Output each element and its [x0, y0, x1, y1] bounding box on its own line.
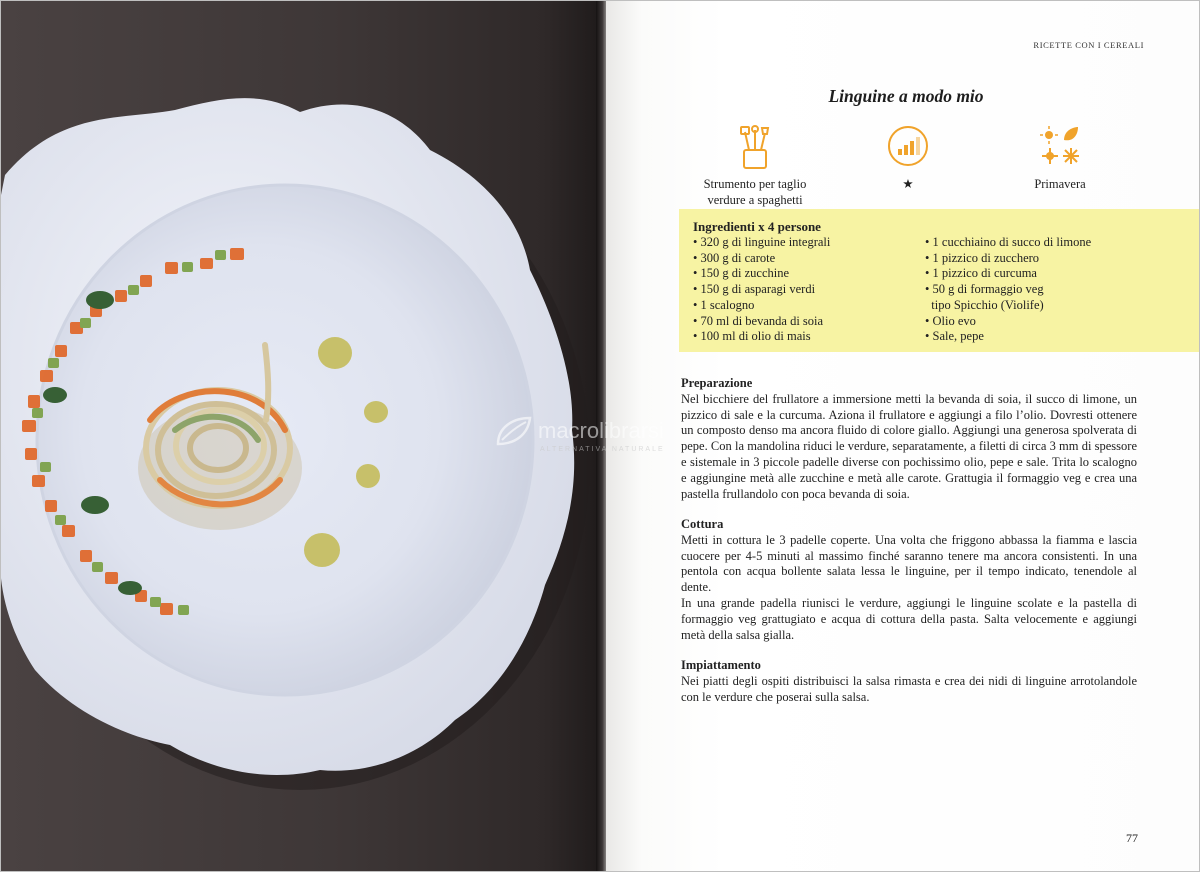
section-heading: Preparazione: [681, 376, 753, 390]
ingredients-heading: Ingredienti x 4 persone: [693, 219, 821, 234]
section-impiattamento: [681, 658, 1137, 705]
running-head: RICETTE CON I CEREALI: [1033, 40, 1144, 50]
ingredients-list-left: [693, 235, 830, 345]
season-label: Primavera: [1034, 177, 1086, 191]
ingredient-item: • Sale, pepe: [925, 329, 1091, 345]
ingredient-item: • 1 pizzico di zucchero: [925, 251, 1091, 267]
kitchen-utensils-icon: [737, 124, 773, 170]
tool-label-line2: verdure a spaghetti: [707, 193, 803, 207]
ingredient-item: • 1 pizzico di curcuma: [925, 266, 1091, 282]
ingredient-item: • 1 cucchiaino di succo di limone: [925, 235, 1091, 251]
ingredient-item: • 150 g di asparagi verdi: [693, 282, 830, 298]
section-heading: Impiattamento: [681, 658, 761, 672]
difficulty-value: ★: [902, 177, 914, 191]
season-info: [1010, 124, 1110, 192]
ingredient-item: • 150 g di zucchine: [693, 266, 830, 282]
tool-info: [690, 124, 820, 208]
section-body: In una grande padella riunisci le verdure, aggiungi le linguine scolate e la pastella di formaggio veg grattugiato e acqua di cottura della pasta. Salta velocemente e aggiungi metà della salsa gialla.: [681, 595, 1137, 642]
ingredient-item: • Olio evo: [925, 314, 1091, 330]
section-body: Nei piatti degli ospiti distribuisci la salsa rimasta e crea dei nidi di linguine arrotolandole con le verdure che poserai sulla salsa.: [681, 673, 1137, 704]
leaf-logo-icon: [494, 414, 534, 448]
ingredient-item: • 1 scalogno: [693, 298, 830, 314]
section-body: Nel bicchiere del frullatore a immersione metti la bevanda di soia, il succo di limone, un pizzico di sale e la curcuma. Aziona il frullatore e aggiungi a filo l’olio. Dovresti ottenere un composto denso ma ancora fluido di colore giallo. Aggiungi una generosa spolverata di pepe. Con la mandolina riduci le verdure, separatamente, a filetti di circa 3 mm di spessore e sistemale in 3 piccole padelle diverse con pochissimo olio, pepe e sale. Trita lo scalogno e aggiungine metà alle zucchine e metà alle carote. Grattugia il formaggio veg e crea una pastella frullandolo con poca bevanda di soia.: [681, 391, 1137, 501]
difficulty-bars-icon: [886, 124, 930, 168]
ingredient-item: • 50 g di formaggio veg: [925, 282, 1091, 298]
recipe-title: Linguine a modo mio: [828, 86, 984, 106]
watermark: [494, 414, 665, 453]
section-preparazione: [681, 376, 1137, 502]
tool-label-line1: Strumento per taglio: [703, 177, 807, 191]
section-cottura: [681, 517, 1137, 643]
ingredient-item: • 300 g di carote: [693, 251, 830, 267]
ingredients-box: [679, 209, 1200, 352]
section-body: Metti in cottura le 3 padelle coperte. Una volta che friggono abbassa la fiamma e lascia cuocere per 4-5 minuti al massimo finché saranno tenere ma ancora consistenti. In una pentola con acqua bollente salata lessa le linguine, per il tempo indicato, tenendole al dente.: [681, 532, 1137, 595]
seasons-icon: [1038, 124, 1082, 168]
watermark-tagline: ALTERNATIVA NATURALE: [540, 446, 665, 453]
watermark-brand: macrolibrarsi: [538, 418, 664, 443]
ingredient-item: • 320 g di linguine integrali: [693, 235, 830, 251]
section-heading: Cottura: [681, 517, 724, 531]
recipe-page: [606, 0, 1200, 872]
difficulty-info: [868, 124, 948, 192]
page-number: 77: [1126, 831, 1138, 845]
ingredient-item: • 70 ml di bevanda di soia: [693, 314, 830, 330]
ingredient-item-continuation: tipo Spicchio (Violife): [931, 297, 1044, 312]
ingredient-item: • 100 ml di olio di mais: [693, 329, 830, 345]
ingredients-list-right: [925, 235, 1091, 345]
